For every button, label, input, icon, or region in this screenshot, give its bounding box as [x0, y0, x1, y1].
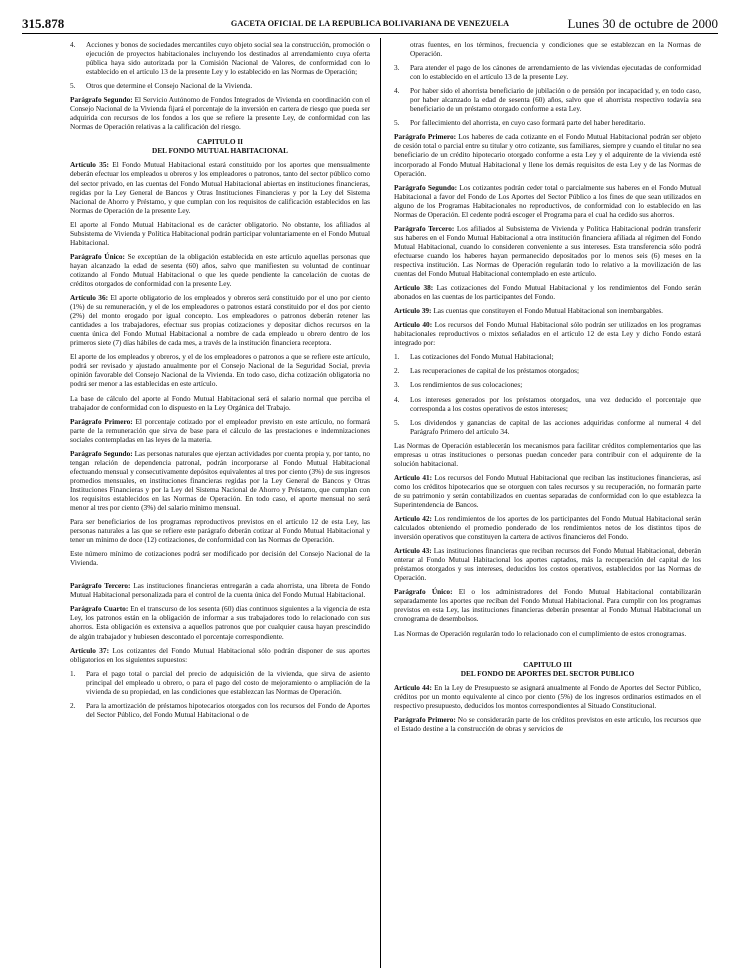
chapter-heading — [70, 137, 370, 155]
paragraph: Parágrafo Tercero: Los afiliados al Subsistema de Vivienda y Política Habitacional podrán transferir sus haberes en el Fondo Mutual Habitacional a otra institución financiera afiliada al régimen del Fondo Mutual Habitacional, cuando lo consideren conveniente a sus intereses. Esta transferencia sólo podrá efectuarse cuando los haberes hayan permanecido depositados por lo menos seis (6) meses en la respectiva institución. Las Normas de Operación regularán todo lo relativo a la movilización de las cuentas del Fondo Mutual Habitacional contemplado en este artículo. — [394, 223, 701, 279]
list-item: 3. Los rendimientos de sus colocaciones; — [394, 380, 523, 390]
paragraph: Parágrafo Segundo: Los cotizantes podrán ceder total o parcialmente sus haberes en el Fondo Mutual Habitacional a favor del Fondo de Los Aportes del Sector Público a los fines de que sean utilizados en alguno de los Programas Habitacionales no reproductivos, de conformidad con lo establecido en las Normas de Operación. El cedente podrá escoger el Programa para el cual ha cedido sus ahorros. — [394, 182, 701, 219]
article-41: Artículo 41: Los recursos del Fondo Mutual Habitacional que reciban las instituciones financieras, así como los créditos hipotecarios que se otorguen con tales recursos y su recuperación, no formarán parte de su patrimonio y serán contabilizados en cuentas separadas de conformidad con lo que establezca la Superintendencia de Bancos. — [394, 472, 701, 509]
list-item: 2. Para la amortización de préstamos hipotecarios otorgados con los recursos del Fondo de Aportes del Sector Público, del Fondo Mutual Habitacional o de — [70, 700, 370, 719]
chapter-subtitle: DEL FONDO DE APORTES DEL SECTOR PUBLICO — [460, 668, 635, 678]
article-37: Artículo 37: Los cotizantes del Fondo Mutual Habitacional sólo podrán disponer de sus aportes obligatorios en los siguientes supuestos: — [70, 645, 370, 664]
list-item: 5. Los dividendos y ganancias de capital de las acciones adquiridas conforme al numeral 4 del Parágrafo Primero del artículo 34. — [394, 417, 701, 436]
article-35: Artículo 35: El Fondo Mutual Habitacional estará constituido por los aportes que mensualmente deberán efectuar los empleados u obreros y los empleadores o patronos, tanto del sector público como del sector privado, en las cuentas del Fondo Mutual Habitacional abiertas en instituciones financieras, regidas por la Ley General de Bancos y Otras Instituciones Financieras y por la Ley del Sistema Nacional de Ahorro y Préstamo, y que cumplan con los requisitos de calificación establecidos en las Normas de Operación de la presente Ley. — [70, 160, 370, 215]
list-item: 5. Por fallecimiento del ahorrista, en cuyo caso formará parte del haber hereditario. — [394, 118, 646, 128]
page-header — [22, 16, 718, 32]
paragraph: Parágrafo Primero: El porcentaje cotizado por el empleador previsto en este artículo, no formará parte de la remuneración que sirva de base para el cálculo de las prestaciones e indemnizaciones sociales contempladas en las leyes de la materia. — [70, 416, 370, 444]
paragraph: Parágrafo Segundo: Las personas naturales que ejerzan actividades por cuenta propia y, por tanto, no tengan relación de dependencia patronal, podrán incorporarse al Fondo Mutual Habitacional efectuando mensual y consecutivamente depósitos equivalentes al tres por ciento (3%) de sus ingresos promedios mensuales, en instituciones financieras regidas por la Ley General de Bancos y Otras Instituciones Financieras y por la Ley del Sistema Nacional de Ahorro y Préstamo, que cumplan con los requisitos establecidos en las Normas de Operación. En todo caso, el aporte mensual no será menor al tres por ciento (3%) del salario mínimo mensual. — [70, 448, 370, 513]
list-item: 5. Otros que determine el Consejo Nacional de la Vivienda. — [70, 81, 253, 91]
page-number: 315.878 — [22, 16, 65, 31]
paragraph: Parágrafo Cuarto: En el transcurso de los sesenta (60) días continuos siguientes a la vigencia de esta Ley, los patronos están en la obligación de informar a sus trabajadores todo lo relacionado con sus ahorros. Esta obligación es extensiva a aquellos patronos que por cualquier causa hayan prescindido de algún trabajador y hubiesen descontado el porcentaje correspondiente. — [70, 604, 370, 641]
list-item: 4. Acciones y bonos de sociedades mercantiles cuyo objeto social sea la construcción, promoción o ejecución de proyectos habitacionales incluyendo los destinados al arrendamiento cuya oferta pública haya sido autorizada por la Comisión Nacional de Valores, de conformidad con lo establecido en el artículo 13 de la presente Ley y lo establecido en las Normas de Operación; — [70, 40, 370, 77]
chapter-title: CAPITULO III — [523, 659, 572, 669]
list-item: 3. Para atender el pago de los cánones de arrendamiento de las viviendas ejecutadas de conformidad con lo establecido en el artículo 13 de la presente Ley. — [394, 63, 701, 82]
article-40: Artículo 40: Los recursos del Fondo Mutual Habitacional sólo podrán ser utilizados en los programas habitacionales reproductivos o mixtos señalados en el artículo 12 de esta Ley y dicho Fondo estará integrado por: — [394, 320, 701, 348]
list-item: 4. Por haber sido el ahorrista beneficiario de jubilación o de pensión por incapacidad y, en todo caso, por haber alcanzado la edad de sesenta (60) años, salvo que el ahorrista respectivo todavía sea beneficiario de un préstamo otorgado conforme a esta Ley. — [394, 86, 701, 114]
paragraph: Este número mínimo de cotizaciones podrá ser modificado por decisión del Consejo Nacional de la Vivienda. — [70, 549, 370, 568]
paragraph: Parágrafo Tercero: Las instituciones financieras entregarán a cada ahorrista, una libreta de Fondo Mutual Habitacional personalizada para el control de la cuenta única del Fondo Mutual Habitacional. — [70, 581, 370, 600]
list-item: 2. Las recuperaciones de capital de los préstamos otorgados; — [394, 366, 580, 376]
paragraph: Parágrafo Único: El o los administradores del Fondo Mutual Habitacional contabilizarán separadamente los aportes que reciban del Fondo Mutual Habitacional. Para cumplir con los programas previstos en esta Ley, las instituciones financieras deberán presentar al Fondo Mutual Habitacional un cronograma de desembolsos. — [394, 587, 701, 624]
paragraph: El aporte al Fondo Mutual Habitacional es de carácter obligatorio. No obstante, los afiliados al Subsistema de Vivienda y Política Habitacional podrán participar voluntariamente en el Fondo Mutual Habitacional. — [70, 219, 370, 247]
list-item: 1. Para el pago total o parcial del precio de adquisición de la vivienda, que sirva de asiento principal del empleado u obrero, o para el pago del costo de mejoramiento o ampliación de la vivienda de su propiedad, en las condiciones que establezcan las Normas de Operación. — [70, 668, 370, 696]
article-44: Artículo 44: En la Ley de Presupuesto se asignará anualmente al Fondo de Aportes del Sector Público, créditos por un monto equivalente al cinco por ciento (5%) de los ingresos ordinarios estimados en el respectivo presupuesto, deducidos los montos correspondientes al Situado Constitucional. — [394, 682, 701, 710]
paragraph: Parágrafo Primero: Los haberes de cada cotizante en el Fondo Mutual Habitacional podrán ser objeto de cesión total o parcial entre su titular y otro cotizante, sus familiares, siempre y cuando el titular no sea beneficiario de un crédito hipotecario otorgado conforme a esta Ley y el adquirente de la vivienda esté incorporado al Fondo Mutual Habitacional y llene los demás requisitos de esta Ley y de las Normas de Operación. — [394, 132, 701, 178]
paragraph: Las Normas de Operación regularán todo lo relacionado con el cumplimiento de estos cronogramas. — [394, 628, 687, 638]
paragraph: Las Normas de Operación establecerán los mecanismos para facilitar créditos complementarios que las empresas u otras instituciones o personas puedan conceder para contribuir con el adquirente de la solución habitacional. — [394, 440, 701, 468]
list-item: 4. Los intereses generados por los préstamos otorgados, una vez deducido el porcentaje que corresponda a los costos operativos de estos intereses; — [394, 394, 701, 413]
list-item: 1. Las cotizaciones del Fondo Mutual Habitacional; — [394, 352, 554, 362]
article-43: Artículo 43: Las instituciones financieras que reciban recursos del Fondo Mutual Habitacional, deberán enterar al Fondo Mutual Habitacional los aportes captados, más la recuperación del capital de los préstamos otorgados y sus intereses, deducidos los costos operativos, establecidos por las Normas de Operación. — [394, 546, 701, 583]
paragraph: Parágrafo Primero: No se considerarán parte de los créditos previstos en este artículo, los recursos que el Estado destine a la construcción de obras y servicios de — [394, 714, 701, 733]
chapter-subtitle: DEL FONDO MUTUAL HABITACIONAL — [152, 146, 288, 156]
article-38: Artículo 38: Las cotizaciones del Fondo Mutual Habitacional y los rendimientos del Fondo serán abonados en las cuentas de los participantes del Fondo. — [394, 283, 701, 302]
chapter-title: CAPITULO II — [196, 137, 244, 147]
article-36: Artículo 36: El aporte obligatorio de los empleados y obreros será constituido por el uno por ciento (1%) de su remuneración, y el de los empleadores o patronos estará constituido por el dos por ciento (2%) del monto erogado por igual concepto. Los empleadores o patronos deberán retener las cantidades a los trabajadores, efectuar sus propias cotizaciones y depositar dichos recursos en la cuenta única del Fondo Mutual Habitacional a nombre de cada empleado u obrero dentro de los primeros siete (7) días hábiles de cada mes, a través de la institución financiera receptora. — [70, 293, 370, 348]
left-column — [70, 40, 370, 724]
right-column — [394, 40, 701, 738]
article-39: Artículo 39: Las cuentas que constituyen el Fondo Mutual Habitacional son inembargables. — [394, 306, 663, 316]
paragraph: Parágrafo Segundo: El Servicio Autónomo de Fondos Integrados de Vivienda en coordinación con el Consejo Nacional de la Vivienda fijará el porcentaje de la inversión en cartera de riesgo que pueda ser adquirida con recursos de los fondos a los que se refiere la presente Ley, de conformidad con las Normas de Operación relativas a la calificación del riesgo. — [70, 95, 370, 132]
paragraph: Para ser beneficiarios de los programas reproductivos previstos en el artículo 12 de esta Ley, las personas naturales a las que se refiere este parágrafo deberán cotizar al Fondo Mutual Habitacional y tener un mínimo de doce (12) cotizaciones, de conformidad con las Normas de Operación. — [70, 517, 370, 545]
chapter-heading — [394, 660, 701, 678]
column-divider — [380, 38, 381, 968]
list-item-continued: otras fuentes, en los términos, frecuencia y condiciones que se establezcan en la Normas de Operación. — [410, 40, 701, 59]
gazette-title: GACETA OFICIAL DE LA REPUBLICA BOLIVARIANA DE VENEZUELA — [230, 19, 510, 28]
paragraph: La base de cálculo del aporte al Fondo Mutual Habitacional será el salario normal que perciba el trabajador de conformidad con lo dispuesto en la Ley Orgánica del Trabajo. — [70, 393, 370, 412]
paragraph: El aporte de los empleados y obreros, y el de los empleadores o patronos a que se refiere este artículo, podrá ser revisado y ajustado anualmente por el Consejo Nacional de la Seguridad Social, previa opinión favorable del Consejo Nacional de la Vivienda. En todo caso, dicha cotización obligatoria no podrá ser menor a las establecidas en este artículo. — [70, 352, 370, 389]
header-rule — [22, 33, 718, 34]
paragraph: Parágrafo Único: Se exceptúan de la obligación establecida en este artículo aquellas personas que hayan alcanzado la edad de sesenta (60) años, salvo que manifiesten su voluntad de continuar cotizando al Fondo Mutual Habitacional o que les quede pendiente la cancelación de cuotas de créditos otorgados de conformidad con la presente Ley. — [70, 251, 371, 288]
publication-date: Lunes 30 de octubre de 2000 — [567, 16, 718, 31]
article-42: Artículo 42: Los rendimientos de los aportes de los participantes del Fondo Mutual Habitacional serán calculados obteniendo el promedio ponderado de los rendimientos netos de los distintos tipos de inversión operativos que constituyen la cartera de activos financieros del Fondo. — [394, 514, 701, 542]
